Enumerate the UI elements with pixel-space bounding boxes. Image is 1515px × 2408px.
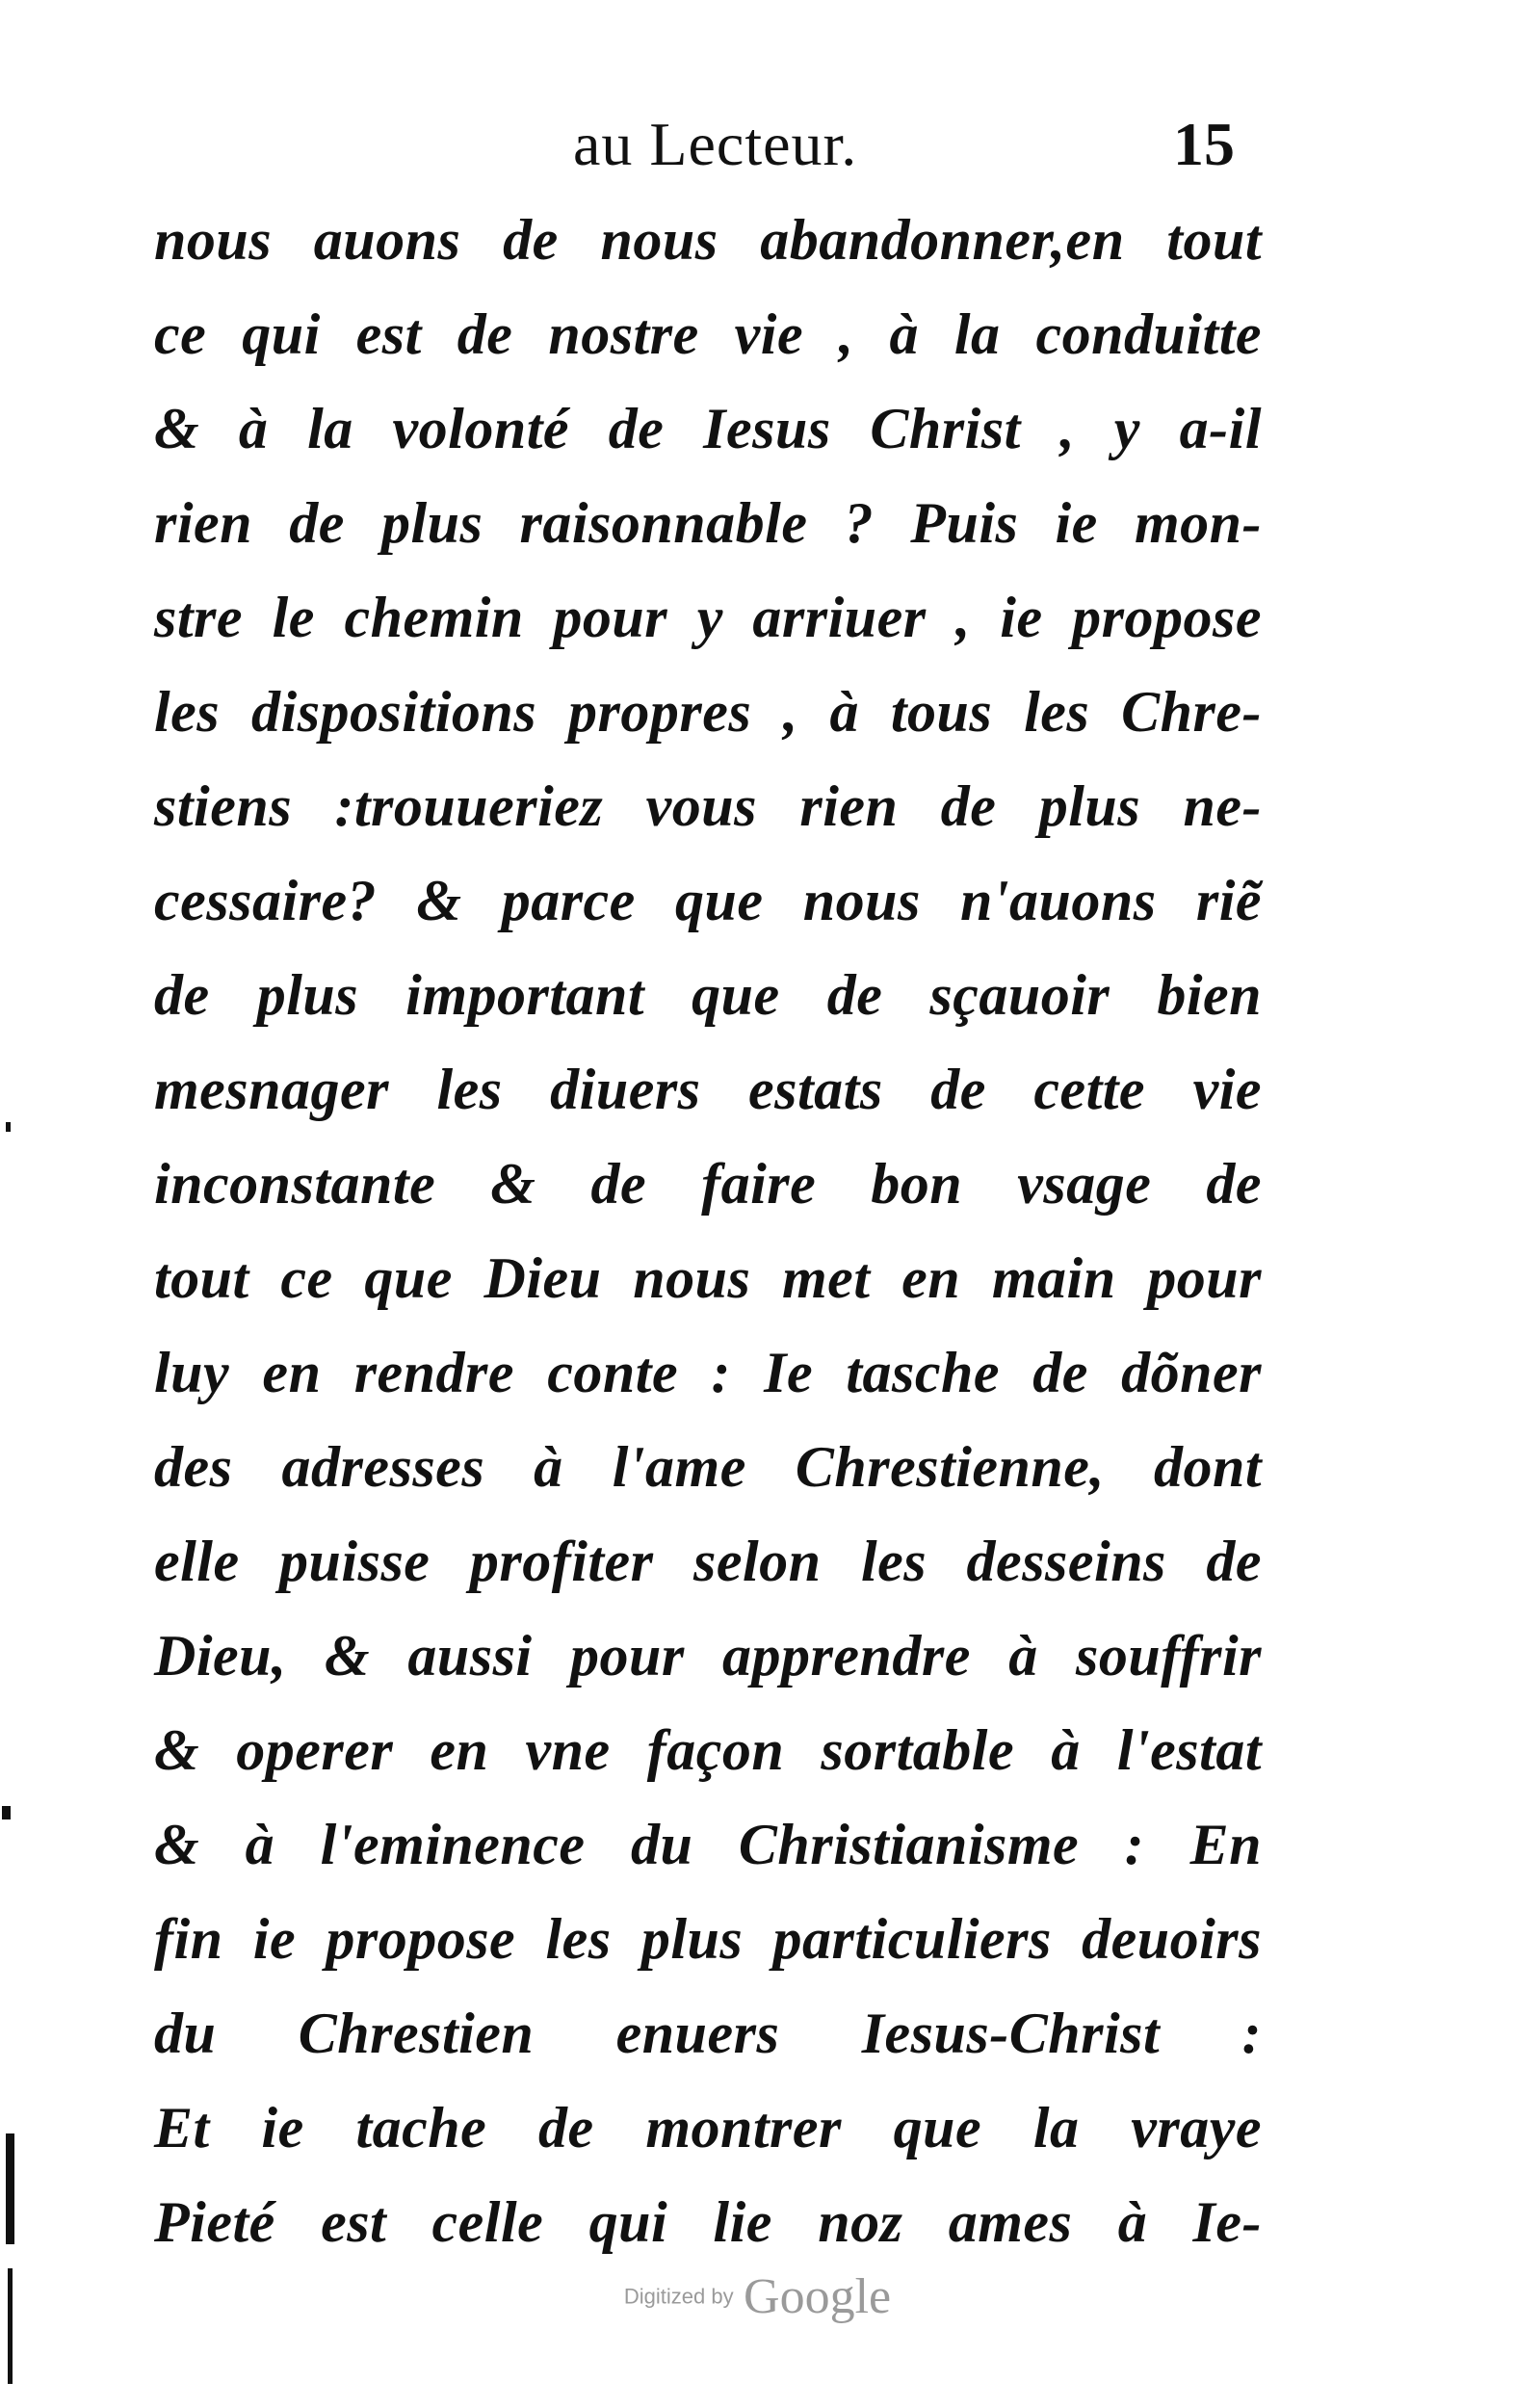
text-line: stre le chemin pour y arriuer , ie propose [154, 586, 1262, 649]
text-line: cessaire? & parce que nous n'auons riẽ [154, 869, 1262, 932]
text-line: tout ce que Dieu nous met en main pour [154, 1246, 1262, 1310]
text-line: & à la volonté de Iesus Christ , y a-il [154, 397, 1262, 460]
text-line: fin ie propose les plus particuliers deuoirs [154, 1907, 1262, 1971]
digitized-watermark [0, 2268, 1515, 2325]
running-head: au Lecteur. [573, 110, 858, 178]
text-line: elle puisse profiter selon les desseins de [154, 1530, 1262, 1593]
text-line: nous auons de nous abandonner,en tout [154, 208, 1262, 272]
text-line: rien de plus raisonnable ? Puis ie mon- [154, 491, 1262, 555]
text-line: luy en rendre conte : Ie tasche de dõner [154, 1341, 1262, 1404]
page-number: 15 [1173, 110, 1235, 178]
text-line: Dieu, & aussi pour apprendre à souffrir [154, 1624, 1262, 1688]
page-header [0, 101, 1515, 188]
margin-mark [6, 2133, 14, 2244]
text-line: & operer en vne façon sortable à l'estat [154, 1718, 1262, 1782]
text-line: des adresses à l'ame Chrestienne, dont [154, 1435, 1262, 1499]
digitized-by-label: Digitized by [623, 2284, 734, 2309]
text-line: les dispositions propres , à tous les Chre- [154, 680, 1262, 744]
body-text [154, 193, 1262, 2269]
text-line: mesnager les diuers estats de cette vie [154, 1058, 1262, 1121]
google-logo: Google [744, 2269, 892, 2324]
margin-mark [2, 1806, 11, 1819]
text-line: stiens :trouueriez vous rien de plus ne- [154, 774, 1262, 838]
margin-mark [6, 1122, 11, 1132]
text-line: & à l'eminence du Christianisme : En [154, 1813, 1262, 1876]
text-line: de plus important que de sçauoir bien [154, 963, 1262, 1027]
text-line: du Chrestien enuers Iesus-Christ : [154, 2002, 1262, 2065]
text-line: inconstante & de faire bon vsage de [154, 1152, 1262, 1216]
text-line: ce qui est de nostre vie , à la conduitte [154, 302, 1262, 366]
text-line: Pieté est celle qui lie noz ames à Ie- [154, 2190, 1262, 2254]
text-line: Et ie tache de montrer que la vraye [154, 2096, 1262, 2159]
